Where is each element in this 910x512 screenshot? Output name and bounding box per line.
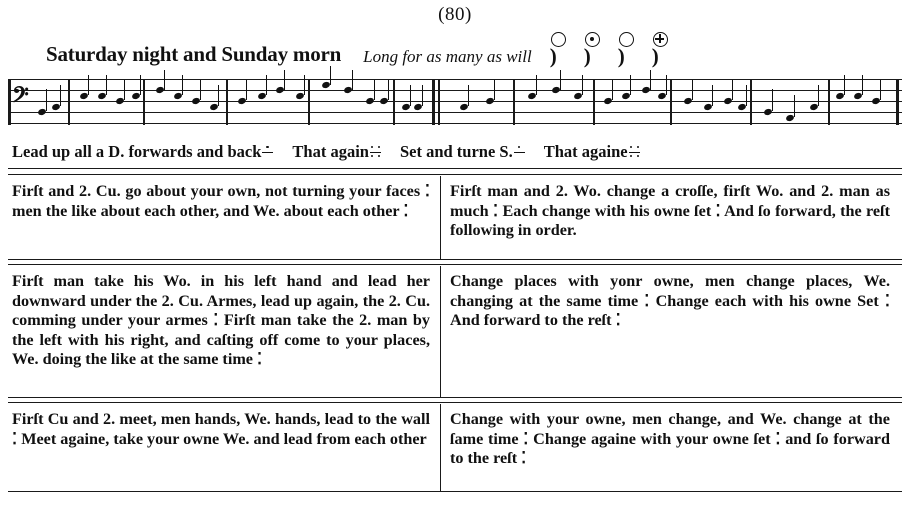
repeat-dot-icon bbox=[261, 146, 274, 158]
tune-instruction: Long for as many as will bbox=[363, 47, 532, 66]
figure-2-right: Change places with yonr owne, men change places, We. changing at the same time ⁚ Change each with his owne Set ⁚ And forward to the reſt ⁚ bbox=[450, 272, 890, 329]
lead-segment-4: That againe bbox=[544, 142, 641, 161]
c-clef-icon: 𝄢 bbox=[12, 83, 29, 112]
figure-1-right: Firſt man and 2. Wo. change a croſſe, firſt Wo. and 2. man as much ⁚ Each change with his owne ſet ⁚ And ſo forward, the reſt following in order. bbox=[450, 182, 890, 239]
rule-3 bbox=[8, 264, 902, 265]
music-staff bbox=[0, 75, 910, 131]
rule-top bbox=[8, 168, 902, 169]
tune-title: Saturday night and Sunday morn bbox=[46, 42, 342, 66]
lead-segment-3: Set and turne S. bbox=[400, 142, 526, 161]
page-number: (80) bbox=[438, 4, 472, 25]
tune-heading bbox=[0, 32, 910, 67]
lead-segment-2: That again bbox=[292, 142, 382, 161]
figure-3-right: Change with your owne, men change, and We. change at the ſame time ⁚ Change againe with your owne ſet ⁚ and ſo forward to the reſt ⁚ bbox=[450, 410, 890, 467]
rule-bottom bbox=[8, 491, 902, 492]
time-signature-circle-hook-icon: ) bbox=[550, 32, 568, 66]
rule-1 bbox=[8, 174, 902, 175]
rule-4 bbox=[8, 397, 902, 398]
divider-row-3 bbox=[440, 404, 441, 491]
repeat-colon-icon-2 bbox=[628, 146, 641, 158]
time-signature-circle-dot-hook-icon: ) bbox=[584, 32, 602, 66]
rule-2 bbox=[8, 259, 902, 260]
staff-lines bbox=[8, 79, 902, 125]
rule-5 bbox=[8, 402, 902, 403]
page bbox=[0, 4, 910, 512]
time-signature-circle-plus-hook-icon: ) bbox=[652, 32, 670, 66]
divider-row-1 bbox=[440, 176, 441, 259]
time-signature-group bbox=[550, 32, 670, 67]
time-signature-circle-hook-2-icon: ) bbox=[618, 32, 636, 66]
repeat-colon-icon bbox=[369, 146, 382, 158]
divider-row-2 bbox=[440, 266, 441, 397]
repeat-dot-icon-2 bbox=[513, 146, 526, 158]
figure-2-left: Firſt man take his Wo. in his left hand and lead her downward under the 2. Cu. Armes, lead up again, the 2. Cu. comming under your armes ⁚ Firſt man take the 2. man by the left with his right, and caſting off come to your places, We. doing the like at the same time ⁚ bbox=[12, 272, 430, 368]
figure-1-left: Firſt and 2. Cu. go about your own, not turning your faces ⁚ men the like about each other, and We. about each other ⁚ bbox=[12, 182, 430, 220]
figure-3-left: Firſt Cu and 2. meet, men hands, We. hands, lead to the wall ⁚ Meet againe, take your owne We. and lead from each other bbox=[12, 410, 430, 448]
lead-line bbox=[12, 142, 659, 162]
lead-segment-1: Lead up all a D. forwards and back bbox=[12, 142, 274, 161]
